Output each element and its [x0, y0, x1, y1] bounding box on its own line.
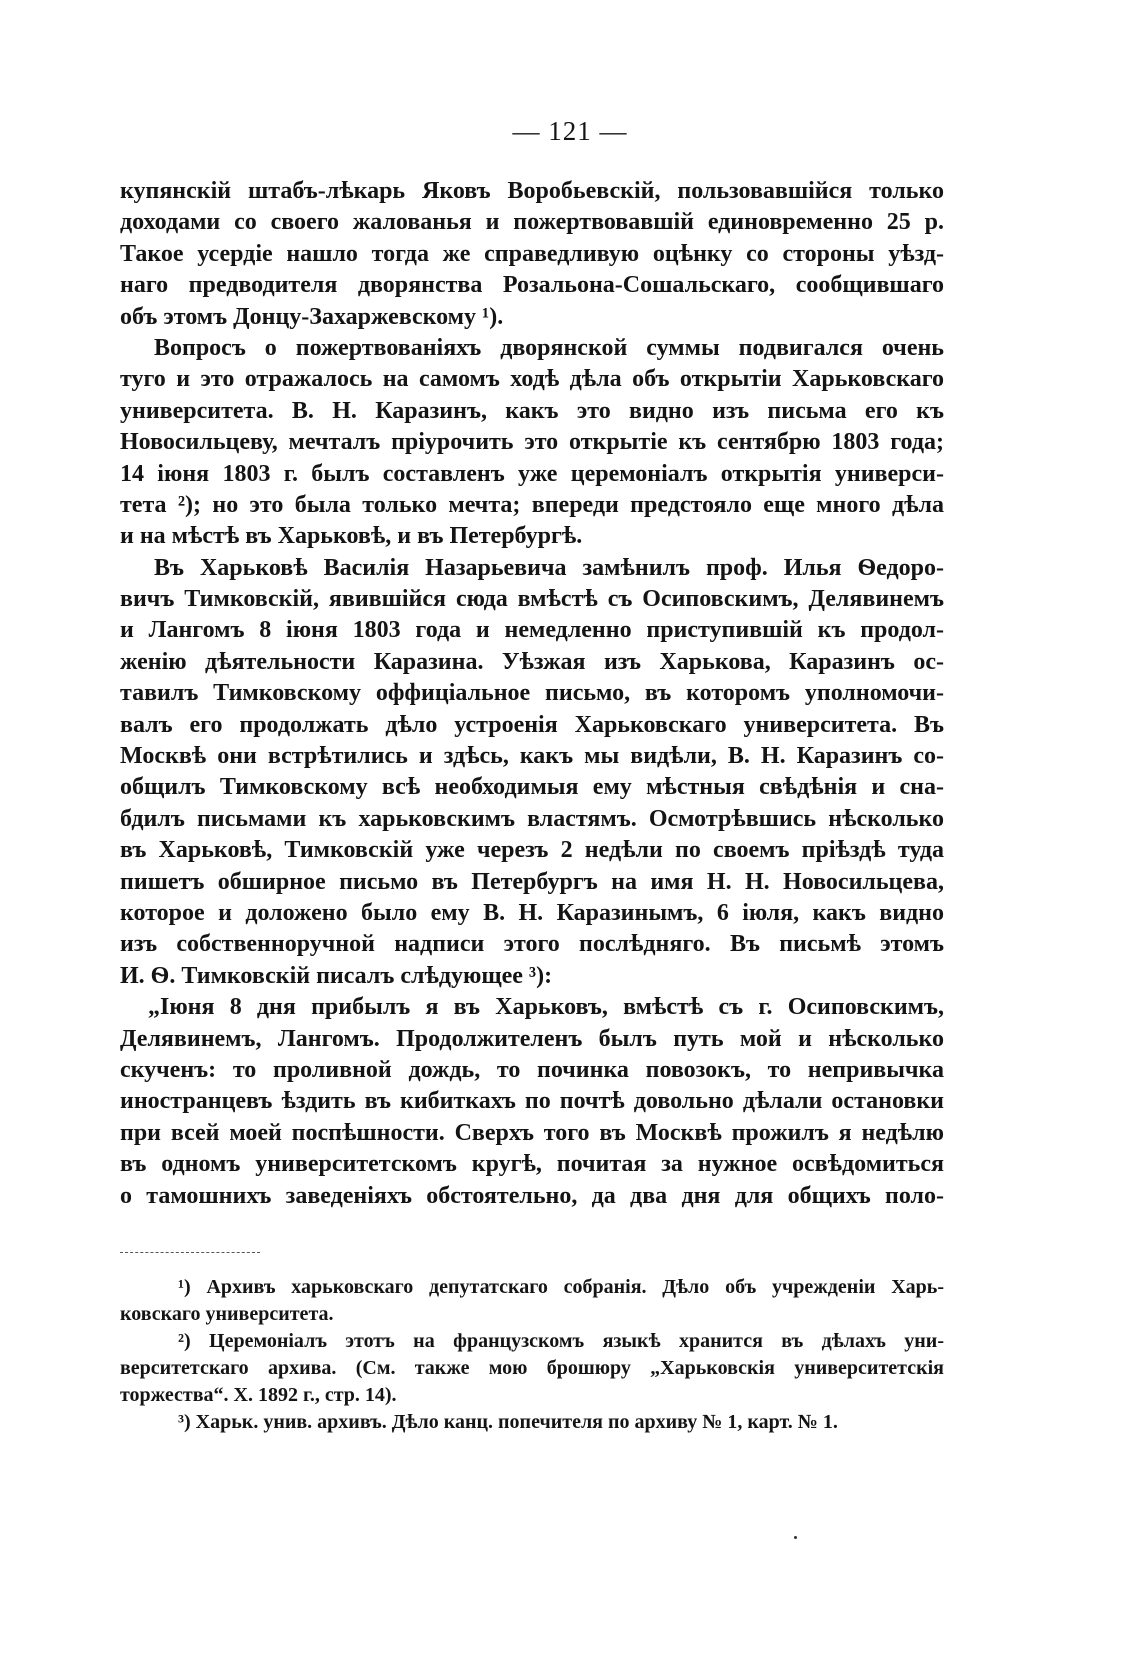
- footnote-line: ¹) Архивъ харьковскаго депутатскаго собранія. Дѣло объ учрежденіи Харь-: [178, 1276, 944, 1298]
- text-line: вичъ Тимковскій, явившійся сюда вмѣстѣ съ Осиповскимъ, Делявинемъ: [120, 586, 944, 613]
- text-line: и Лангомъ 8 іюня 1803 года и немедленно приступившій къ продол-: [120, 617, 944, 644]
- text-line: туго и это отражалось на самомъ ходѣ дѣла объ открытіи Харьковскаго: [120, 366, 944, 393]
- text-line: Новосильцеву, мечталъ пріурочить это открытіе къ сентябрю 1803 года;: [120, 429, 944, 456]
- text-line: Вопросъ о пожертвованіяхъ дворянской суммы подвигался очень: [154, 334, 944, 361]
- text-line: доходами со своего жалованья и пожертвовавшій единовременно 25 р.: [120, 209, 944, 236]
- text-line: Въ Харьковѣ Василія Назарьевича замѣнилъ проф. Илья Ѳедоро-: [154, 554, 944, 581]
- text-line: Такое усердіе нашло тогда же справедливую оцѣнку со стороны уѣзд-: [120, 240, 944, 267]
- page-number: — 121 —: [512, 116, 628, 146]
- text-line: тета ²); но это была только мечта; впереди предстояло еще много дѣла: [120, 491, 944, 518]
- footnote-line: ³) Харьк. унив. архивъ. Дѣло канц. попечителя по архиву № 1, карт. № 1.: [178, 1411, 838, 1433]
- quote-line: при всей моей поспѣшности. Сверхъ того въ Москвѣ прожилъ я недѣлю: [120, 1119, 944, 1146]
- quote-line: о тамошнихъ заведеніяхъ обстоятельно, да два дня для общихъ поло-: [120, 1182, 944, 1209]
- text-line: И. Ѳ. Тимковскій писалъ слѣдующее ³):: [120, 962, 553, 989]
- text-line: бдилъ письмами къ харьковскимъ властямъ. Осмотрѣвшись нѣсколько: [120, 805, 944, 832]
- text-line: наго предводителя дворянства Розальона-Сошальскаго, сообщившаго: [120, 272, 944, 299]
- quote-line: въ одномъ университетскомъ кругѣ, почитая за нужное освѣдомиться: [120, 1151, 944, 1178]
- text-line: пишетъ обширное письмо въ Петербургъ на имя Н. Н. Новосильцева,: [120, 868, 944, 895]
- scan-speck: [794, 1536, 797, 1539]
- footnote-line: верситетскаго архива. (См. также мою брошюру „Харьковскія университетскія: [120, 1357, 944, 1379]
- footnote-line: ²) Церемоніалъ этотъ на французскомъ языкѣ хранится въ дѣлахъ уни-: [178, 1330, 944, 1352]
- quote-line: иностранцевъ ѣздить въ кибиткахъ по почтѣ довольно дѣлали остановки: [120, 1088, 944, 1115]
- text-line: купянскій штабъ-лѣкарь Яковъ Воробьевскій, пользовавшійся только: [120, 178, 944, 204]
- text-line: и на мѣстѣ въ Харьковѣ, и въ Петербургѣ.: [120, 523, 583, 550]
- text-line: Москвѣ они встрѣтились и здѣсь, какъ мы видѣли, В. Н. Каразинъ со-: [120, 743, 944, 770]
- footnote-line: торжества“. X. 1892 г., стр. 14).: [120, 1384, 397, 1406]
- text-line: валъ его продолжать дѣло устроенія Харьковскаго университета. Въ: [120, 711, 944, 738]
- footnotes: [120, 1274, 944, 1436]
- text-line: объ этомъ Донцу-Захаржевскому ¹).: [120, 303, 504, 330]
- quote-line: Делявинемъ, Лангомъ. Продолжителенъ былъ путь мой и нѣсколько: [120, 1025, 944, 1052]
- text-line: въ Харьковѣ, Тимковскій уже черезъ 2 недѣли по своемъ пріѣздѣ туда: [120, 837, 944, 864]
- text-line: тавилъ Тимковскому оффиціальное письмо, въ которомъ уполномочи-: [120, 680, 944, 707]
- text-line: изъ собственноручной надписи этого послѣдняго. Въ письмѣ этомъ: [120, 931, 944, 958]
- main-text: [120, 176, 944, 1212]
- text-line: женію дѣятельности Каразина. Уѣзжая изъ Харькова, Каразинъ ос-: [120, 648, 944, 675]
- footnote-line: ковскаго университета.: [120, 1303, 334, 1325]
- text-line: общилъ Тимковскому всѣ необходимыя ему мѣстныя свѣдѣнія и сна-: [120, 774, 944, 801]
- text-line: которое и доложено было ему В. Н. Каразинымъ, 6 іюля, какъ видно: [120, 899, 944, 926]
- footnote-divider: [120, 1252, 260, 1253]
- quote-line: „Іюня 8 дня прибылъ я въ Харьковъ, вмѣстѣ съ г. Осиповскимъ,: [148, 994, 944, 1021]
- text-line: 14 іюня 1803 г. былъ составленъ уже церемоніалъ открытія универси-: [120, 460, 944, 487]
- text-line: университета. В. Н. Каразинъ, какъ это видно изъ письма его къ: [120, 397, 944, 424]
- quote-line: скученъ: то проливной дождь, то починка повозокъ, то непривычка: [120, 1056, 944, 1083]
